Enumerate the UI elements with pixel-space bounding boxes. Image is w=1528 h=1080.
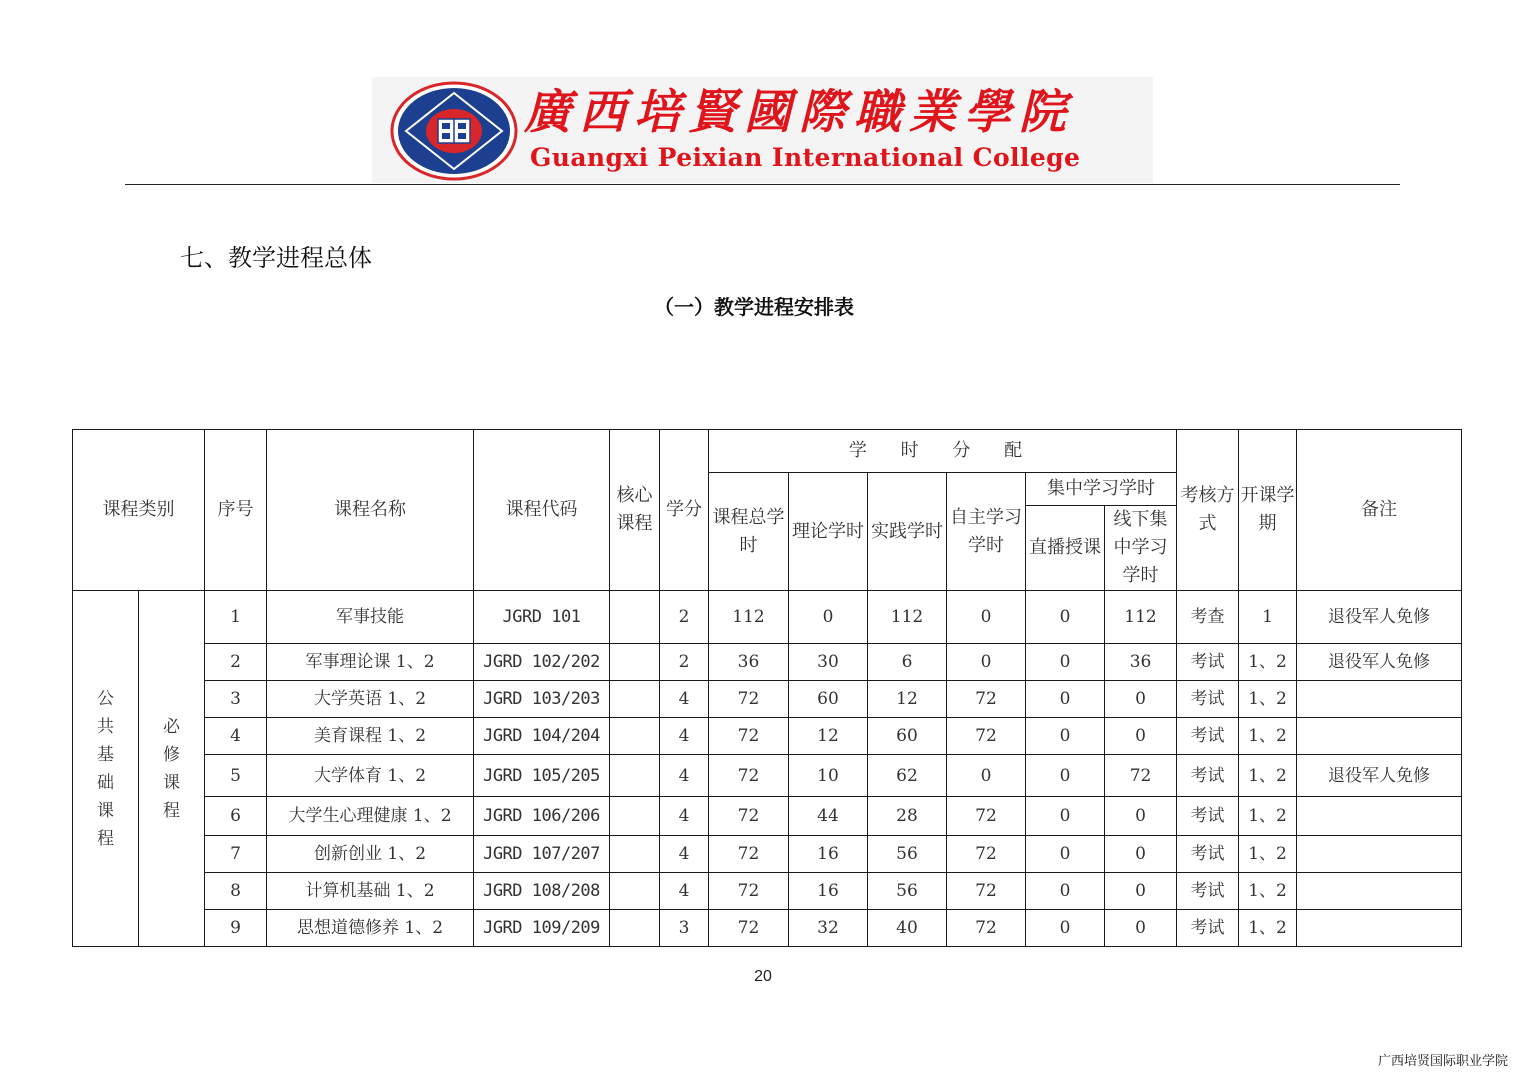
category-sub-cell bbox=[139, 591, 205, 947]
cell-live-teaching: 0 bbox=[1026, 644, 1105, 681]
cell-name: 思想道德修养 1、2 bbox=[267, 910, 474, 947]
cell-credit: 4 bbox=[660, 873, 709, 910]
cell-name: 创新创业 1、2 bbox=[267, 836, 474, 873]
cell-name: 大学体育 1、2 bbox=[267, 755, 474, 797]
cell-index: 5 bbox=[205, 755, 267, 797]
cell-code: JGRD 109/209 bbox=[474, 910, 610, 947]
cell-code: JGRD 102/202 bbox=[474, 644, 610, 681]
cell-semester: 1、2 bbox=[1239, 910, 1297, 947]
cell-code: JGRD 105/205 bbox=[474, 755, 610, 797]
table-body bbox=[73, 591, 1462, 947]
cell-theory-hours: 12 bbox=[789, 718, 868, 755]
cell-theory-hours: 30 bbox=[789, 644, 868, 681]
cell-live-teaching: 0 bbox=[1026, 910, 1105, 947]
cell-code: JGRD 107/207 bbox=[474, 836, 610, 873]
cell-credit: 3 bbox=[660, 910, 709, 947]
cell-self-study-hours: 72 bbox=[947, 873, 1026, 910]
cell-core bbox=[610, 910, 660, 947]
cell-practice-hours: 62 bbox=[868, 755, 947, 797]
cell-live-teaching: 0 bbox=[1026, 755, 1105, 797]
cell-semester: 1、2 bbox=[1239, 718, 1297, 755]
cell-semester: 1、2 bbox=[1239, 797, 1297, 836]
cell-offline-concentrated: 0 bbox=[1105, 718, 1177, 755]
cell-credit: 2 bbox=[660, 591, 709, 644]
cell-practice-hours: 60 bbox=[868, 718, 947, 755]
cell-live-teaching: 0 bbox=[1026, 681, 1105, 718]
table-row bbox=[73, 873, 1462, 910]
cell-index: 6 bbox=[205, 797, 267, 836]
cell-assessment: 考试 bbox=[1177, 718, 1239, 755]
cell-offline-concentrated: 72 bbox=[1105, 755, 1177, 797]
cell-index: 1 bbox=[205, 591, 267, 644]
cell-credit: 4 bbox=[660, 718, 709, 755]
cell-total-hours: 72 bbox=[709, 718, 789, 755]
header-offline-concentrated: 线下集中学习学时 bbox=[1105, 506, 1177, 591]
cell-index: 8 bbox=[205, 873, 267, 910]
cell-offline-concentrated: 0 bbox=[1105, 873, 1177, 910]
cell-total-hours: 72 bbox=[709, 910, 789, 947]
cell-live-teaching: 0 bbox=[1026, 836, 1105, 873]
cell-remarks bbox=[1297, 873, 1462, 910]
cell-remarks bbox=[1297, 718, 1462, 755]
cell-remarks bbox=[1297, 681, 1462, 718]
cell-total-hours: 72 bbox=[709, 873, 789, 910]
cell-assessment: 考试 bbox=[1177, 644, 1239, 681]
category-sub-label: 必修课程 bbox=[163, 716, 180, 821]
header-total-hours: 课程总学时 bbox=[709, 473, 789, 591]
cell-assessment: 考试 bbox=[1177, 910, 1239, 947]
cell-theory-hours: 10 bbox=[789, 755, 868, 797]
cell-code: JGRD 104/204 bbox=[474, 718, 610, 755]
cell-theory-hours: 44 bbox=[789, 797, 868, 836]
cell-name: 计算机基础 1、2 bbox=[267, 873, 474, 910]
cell-offline-concentrated: 36 bbox=[1105, 644, 1177, 681]
cell-theory-hours: 16 bbox=[789, 836, 868, 873]
cell-self-study-hours: 72 bbox=[947, 797, 1026, 836]
header-hours-group: 学 时 分 配 bbox=[709, 430, 1177, 473]
cell-core bbox=[610, 644, 660, 681]
header-semester: 开课学期 bbox=[1239, 430, 1297, 591]
cell-remarks bbox=[1297, 910, 1462, 947]
cell-assessment: 考试 bbox=[1177, 836, 1239, 873]
footer-college-name: 广西培贤国际职业学院 bbox=[1377, 1054, 1508, 1069]
table-row bbox=[73, 591, 1462, 644]
table-row bbox=[73, 910, 1462, 947]
cell-total-hours: 72 bbox=[709, 681, 789, 718]
cell-semester: 1、2 bbox=[1239, 873, 1297, 910]
cell-remarks: 退役军人免修 bbox=[1297, 644, 1462, 681]
college-seal-logo bbox=[390, 81, 518, 181]
cell-credit: 4 bbox=[660, 797, 709, 836]
cell-credit: 4 bbox=[660, 755, 709, 797]
cell-self-study-hours: 72 bbox=[947, 718, 1026, 755]
cell-core bbox=[610, 591, 660, 644]
cell-practice-hours: 56 bbox=[868, 836, 947, 873]
cell-semester: 1、2 bbox=[1239, 755, 1297, 797]
cell-semester: 1、2 bbox=[1239, 681, 1297, 718]
cell-code: JGRD 106/206 bbox=[474, 797, 610, 836]
cell-self-study-hours: 0 bbox=[947, 755, 1026, 797]
cell-live-teaching: 0 bbox=[1026, 873, 1105, 910]
cell-assessment: 考试 bbox=[1177, 797, 1239, 836]
cell-total-hours: 112 bbox=[709, 591, 789, 644]
cell-semester: 1 bbox=[1239, 591, 1297, 644]
cell-core bbox=[610, 681, 660, 718]
cell-offline-concentrated: 0 bbox=[1105, 910, 1177, 947]
header-practice-hours: 实践学时 bbox=[868, 473, 947, 591]
header-assessment: 考核方式 bbox=[1177, 430, 1239, 591]
cell-total-hours: 72 bbox=[709, 797, 789, 836]
table-row bbox=[73, 797, 1462, 836]
cell-total-hours: 72 bbox=[709, 755, 789, 797]
cell-credit: 4 bbox=[660, 681, 709, 718]
cell-remarks bbox=[1297, 797, 1462, 836]
cell-practice-hours: 28 bbox=[868, 797, 947, 836]
cell-assessment: 考试 bbox=[1177, 681, 1239, 718]
cell-index: 2 bbox=[205, 644, 267, 681]
header-category: 课程类别 bbox=[73, 430, 205, 591]
header-index: 序号 bbox=[205, 430, 267, 591]
cell-name: 大学生心理健康 1、2 bbox=[267, 797, 474, 836]
cell-offline-concentrated: 0 bbox=[1105, 797, 1177, 836]
cell-practice-hours: 56 bbox=[868, 873, 947, 910]
cell-credit: 4 bbox=[660, 836, 709, 873]
cell-assessment: 考查 bbox=[1177, 591, 1239, 644]
cell-theory-hours: 0 bbox=[789, 591, 868, 644]
table-row bbox=[73, 718, 1462, 755]
cell-name: 军事理论课 1、2 bbox=[267, 644, 474, 681]
header-credit: 学分 bbox=[660, 430, 709, 591]
cell-code: JGRD 103/203 bbox=[474, 681, 610, 718]
category-main-cell bbox=[73, 591, 139, 947]
cell-remarks bbox=[1297, 836, 1462, 873]
cell-total-hours: 72 bbox=[709, 836, 789, 873]
table-row bbox=[73, 681, 1462, 718]
header-live-teaching: 直播授课 bbox=[1026, 506, 1105, 591]
section-title: 七、教学进程总体 bbox=[180, 244, 372, 272]
cell-core bbox=[610, 836, 660, 873]
cell-name: 军事技能 bbox=[267, 591, 474, 644]
header-concentrated-group: 集中学习学时 bbox=[1026, 473, 1177, 506]
cell-theory-hours: 60 bbox=[789, 681, 868, 718]
cell-practice-hours: 12 bbox=[868, 681, 947, 718]
cell-theory-hours: 32 bbox=[789, 910, 868, 947]
cell-self-study-hours: 72 bbox=[947, 681, 1026, 718]
cell-semester: 1、2 bbox=[1239, 644, 1297, 681]
category-main-label: 公共基础课程 bbox=[97, 688, 114, 849]
cell-core bbox=[610, 873, 660, 910]
cell-live-teaching: 0 bbox=[1026, 718, 1105, 755]
cell-code: JGRD 108/208 bbox=[474, 873, 610, 910]
cell-live-teaching: 0 bbox=[1026, 591, 1105, 644]
cell-index: 4 bbox=[205, 718, 267, 755]
header-row-1 bbox=[73, 430, 1462, 473]
cell-core bbox=[610, 797, 660, 836]
cell-index: 7 bbox=[205, 836, 267, 873]
page-number: 20 bbox=[754, 968, 772, 985]
cell-self-study-hours: 72 bbox=[947, 836, 1026, 873]
cell-self-study-hours: 72 bbox=[947, 910, 1026, 947]
college-name-en: Guangxi Peixian International College bbox=[530, 143, 1081, 172]
cell-total-hours: 36 bbox=[709, 644, 789, 681]
cell-offline-concentrated: 0 bbox=[1105, 836, 1177, 873]
table-row bbox=[73, 755, 1462, 797]
table-row bbox=[73, 644, 1462, 681]
cell-name: 大学英语 1、2 bbox=[267, 681, 474, 718]
teaching-schedule-table bbox=[72, 429, 1462, 947]
header-theory-hours: 理论学时 bbox=[789, 473, 868, 591]
college-name-cn: 廣西培賢國際職業學院 bbox=[524, 85, 1074, 140]
cell-core bbox=[610, 755, 660, 797]
cell-index: 9 bbox=[205, 910, 267, 947]
cell-offline-concentrated: 112 bbox=[1105, 591, 1177, 644]
cell-core bbox=[610, 718, 660, 755]
cell-live-teaching: 0 bbox=[1026, 797, 1105, 836]
table-row bbox=[73, 836, 1462, 873]
cell-practice-hours: 40 bbox=[868, 910, 947, 947]
header-core: 核心课程 bbox=[610, 430, 660, 591]
cell-offline-concentrated: 0 bbox=[1105, 681, 1177, 718]
cell-code: JGRD 101 bbox=[474, 591, 610, 644]
cell-credit: 2 bbox=[660, 644, 709, 681]
table-title: （一）教学进程安排表 bbox=[654, 295, 854, 319]
cell-practice-hours: 6 bbox=[868, 644, 947, 681]
cell-remarks: 退役军人免修 bbox=[1297, 591, 1462, 644]
cell-assessment: 考试 bbox=[1177, 755, 1239, 797]
cell-theory-hours: 16 bbox=[789, 873, 868, 910]
cell-name: 美育课程 1、2 bbox=[267, 718, 474, 755]
header-divider bbox=[125, 184, 1400, 185]
cell-practice-hours: 112 bbox=[868, 591, 947, 644]
college-banner bbox=[372, 77, 1153, 183]
header-remarks: 备注 bbox=[1297, 430, 1462, 591]
cell-semester: 1、2 bbox=[1239, 836, 1297, 873]
header-code: 课程代码 bbox=[474, 430, 610, 591]
cell-assessment: 考试 bbox=[1177, 873, 1239, 910]
header-name: 课程名称 bbox=[267, 430, 474, 591]
cell-index: 3 bbox=[205, 681, 267, 718]
cell-self-study-hours: 0 bbox=[947, 591, 1026, 644]
header-self-study-hours: 自主学习学时 bbox=[947, 473, 1026, 591]
cell-remarks: 退役军人免修 bbox=[1297, 755, 1462, 797]
cell-self-study-hours: 0 bbox=[947, 644, 1026, 681]
